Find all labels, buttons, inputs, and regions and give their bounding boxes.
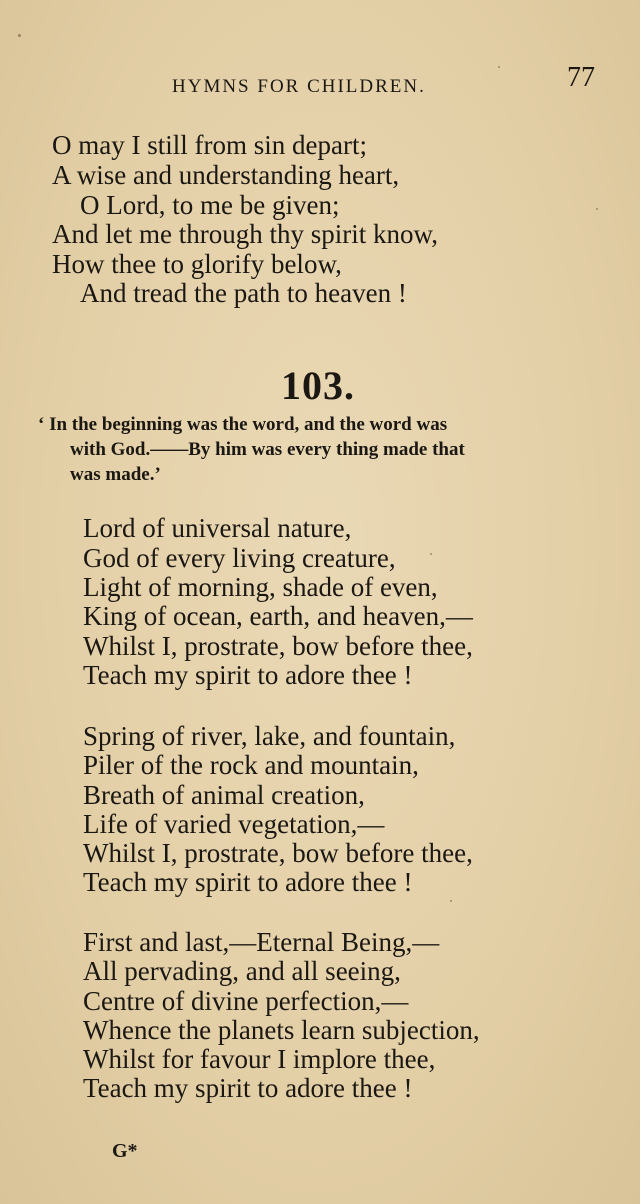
verse-line: Piler of the rock and mountain, [83,750,419,780]
verse-line: Spring of river, lake, and fountain, [83,721,456,751]
verse-line: And tread the path to heaven ! [80,278,407,308]
verse-line: King of ocean, earth, and heaven,— [83,601,473,631]
verse-line: Centre of divine perfection,— [83,986,409,1016]
verse-line: Teach my spirit to adore thee ! [83,660,413,690]
verse-line: Lord of universal nature, [83,513,352,543]
verse-line: O Lord, to me be given; [80,190,340,220]
verse-line: A wise and understanding heart, [52,160,400,190]
verse-line: Whence the planets learn subjection, [83,1015,480,1045]
verse-line: Whilst I, prostrate, bow before thee, [83,838,473,868]
epigraph-line: ‘ In the beginning was the word, and the word was [38,414,448,435]
paper-speck [450,900,452,902]
verse-line: Whilst for favour I implore thee, [83,1044,436,1074]
verse-line: Whilst I, prostrate, bow before thee, [83,631,473,661]
verse-line: O may I still from sin depart; [52,130,367,160]
page-number: 77 [567,62,595,93]
signature-mark: G* [112,1140,138,1162]
epigraph-line: with God.——By him was every thing made that [70,439,465,460]
epigraph-line: was made.’ [70,464,161,485]
paper-speck [596,208,598,210]
paper-speck [430,553,432,555]
verse-line: Life of varied vegetation,— [83,809,385,839]
running-title: HYMNS FOR CHILDREN. [172,76,426,97]
verse-line: And let me through thy spirit know, [52,219,438,249]
verse-line: All pervading, and all seeing, [83,956,401,986]
paper-speck [498,66,500,68]
verse-line: Breath of animal creation, [83,780,365,810]
verse-line: Teach my spirit to adore thee ! [83,867,413,897]
paper-speck [18,34,21,37]
verse-line: God of every living creature, [83,543,396,573]
hymn-number: 103. [281,363,355,408]
verse-line: Teach my spirit to adore thee ! [83,1073,413,1103]
verse-line: Light of morning, shade of even, [83,572,438,602]
verse-line: How thee to glorify below, [52,249,342,279]
verse-line: First and last,—Eternal Being,— [83,927,440,957]
